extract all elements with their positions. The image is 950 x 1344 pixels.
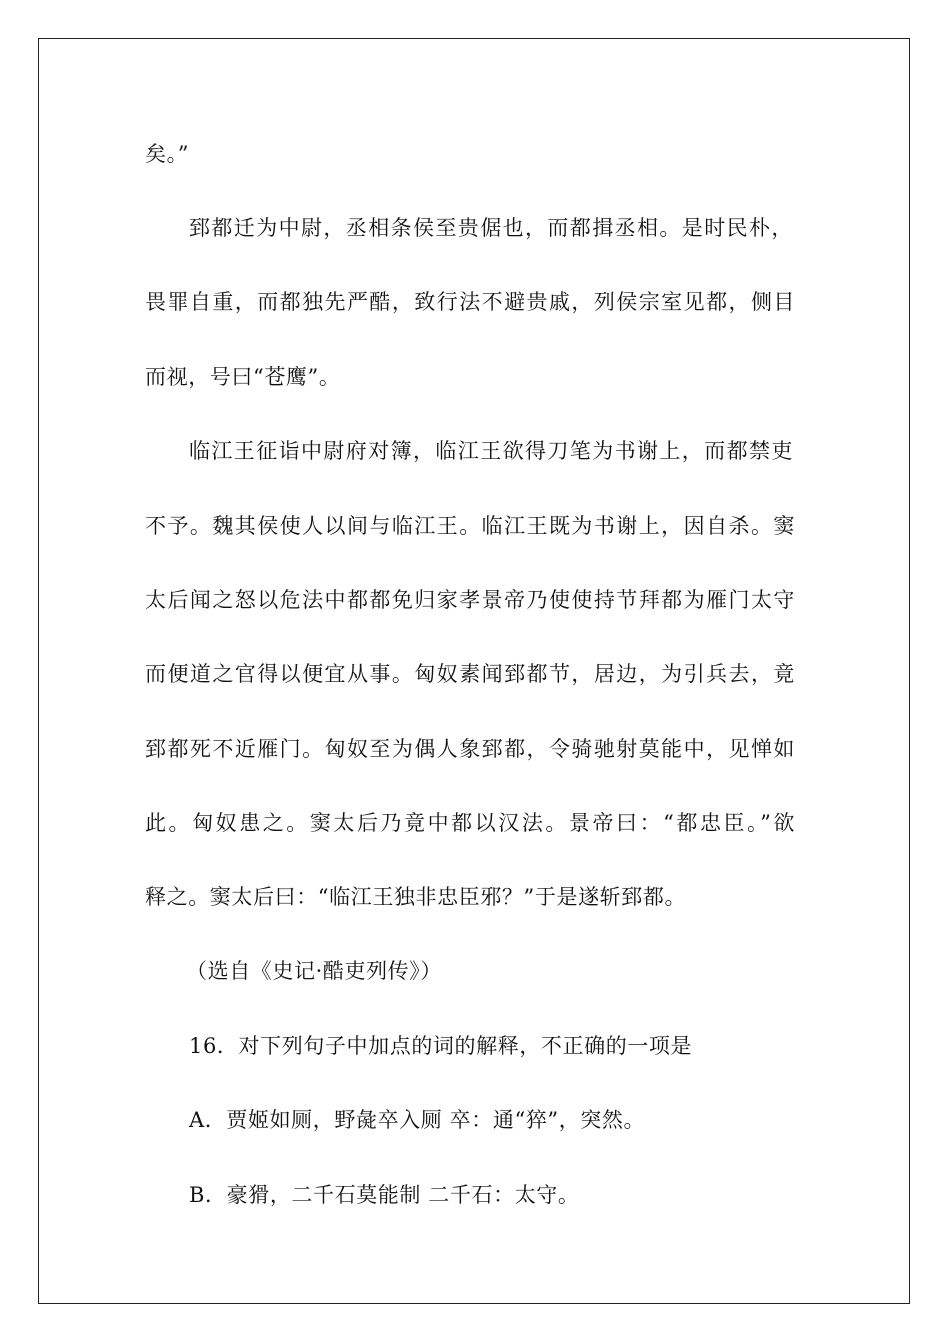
paragraph-2-line-3: 而视，号曰“苍鹰”。 [145,365,341,389]
paragraph-3-line-1: 临江王征诣中尉府对簿，临江王欲得刀笔为书谢上，而都禁吏 [189,439,793,463]
paragraph-3-line-3: 太后闻之怒以危法中都都免归家孝景帝乃使使持节拜都为雁门太守 [145,588,795,612]
paragraph-2-line-2: 畏罪自重，而都独先严酷，致行法不避贵戚，列侯宗室见都，侧目 [145,290,795,314]
option-b: B．豪猾，二千石莫能制 二千石：太守。 [189,1183,580,1207]
paragraph-3-line-2: 不予。魏其侯使人以间与临江王。临江王既为书谢上，因自杀。窦 [145,514,795,538]
source-citation: （选自《史记·酷吏列传》） [186,959,442,983]
question-16: 16．对下列句子中加点的词的解释，不正确的一项是 [189,1034,693,1058]
paragraph-3-line-6: 此。匈奴患之。窦太后乃竟中都以汉法。景帝曰：“都忠臣。”欲 [145,811,795,835]
text-line-1: 矣。” [145,142,190,166]
paragraph-3-line-7: 释之。窦太后曰：“临江王独非忠臣邪？”于是遂斩郅都。 [145,885,687,909]
option-a: A．贾姬如厕，野彘卒入厕 卒：通“猝”，突然。 [189,1108,646,1132]
paragraph-2-line-1: 郅都迁为中尉，丞相条侯至贵倨也，而都揖丞相。是时民朴， [189,216,793,240]
paragraph-3-line-5: 郅都死不近雁门。匈奴至为偶人象郅都，令骑驰射莫能中，见惮如 [145,737,795,761]
paragraph-3-line-4: 而便道之官得以便宜从事。匈奴素闻郅都节，居边，为引兵去，竟 [145,662,795,686]
